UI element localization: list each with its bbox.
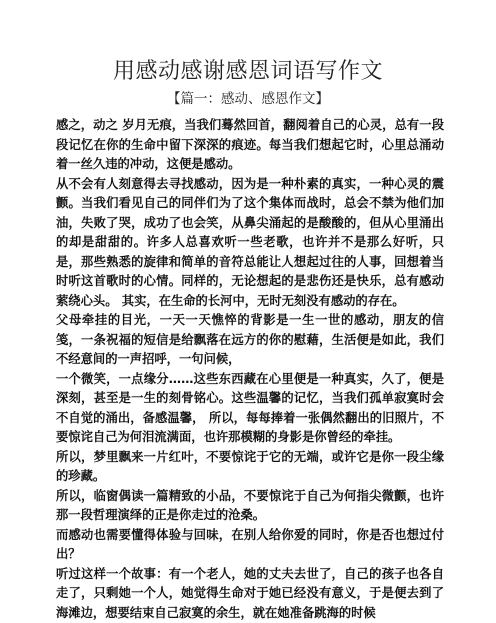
paragraph: 而感动也需要懂得体验与回味，在别人给你爱的同时，你是否也想过付出？ [56,526,444,565]
document-body [56,116,444,623]
paragraph: 听过这样一个故事：有一个老人，她的丈夫去世了，自己的孩子也各自走了，只剩她一个人，她觉得生命对于她已经没有意义，于是便去到了海滩边，想要结束自己寂寞的余生，就在她准备跳海的时候 [56,565,444,623]
paragraph: 所以，梦里飘来一片红叶，不要惊诧于它的无端，或许它是你一段尘缘的珍藏。 [56,448,444,487]
paragraph: 感之，动之 岁月无痕，当我们蓦然回首，翻阅着自己的心灵，总有一段段记忆在你的生命中留下深深的痕迹。每当我们想起它时，心里总涌动着一丝久违的冲动，这便是感动。 [56,116,444,175]
paragraph: 所以，临窗偶读一篇精致的小品，不要惊诧于自己为何指尖微颤，也许那一段哲理演绎的正是你走过的沧桑。 [56,487,444,526]
paragraph: 一个微笑，一点缘分……这些东西藏在心里便是一种真实，久了，便是深刻，甚至是一生的刻骨铭心。这些温馨的记忆，当我们孤单寂寞时会不自觉的涌出，备感温馨， 所以，每每捧着一张偶然翻出的旧照片，不要惊诧自己为何泪流满面，也许那模糊的身影是你曾经的牵挂。 [56,370,444,448]
paragraph: 父母牵挂的目光，一天一天憔悴的背影是一生一世的感动，朋友的信笺，一条祝福的短信是给飘落在远方的你的慰藉，生活便是如此，我们不经意间的一声招呼，一句问候， [56,311,444,370]
document-title: 用感动感谢感恩词语写作文 [0,58,496,86]
document-subtitle: 【篇一：感动、感恩作文】 [0,90,496,108]
paragraph: 从不会有人刻意得去寻找感动，因为是一种朴素的真实，一种心灵的震颤。当我们看见自己的同伴们为了这个集体而战时，总会不禁为他们加油，失败了哭，成功了也会笑，从鼻尖涌起的是酸酸的，但从心里涌出的却是甜甜的。许多人总喜欢听一些老歌，也许并不是那么好听，只是，那些熟悉的旋律和简单的音符总能让人想起过往的人事，回想着当时听这首歌时的心情。同样的，无论想起的是悲伤还是快乐，总有感动萦绕心头。 其实，在生命的长河中，无时无刻没有感动的存在。 [56,175,444,312]
